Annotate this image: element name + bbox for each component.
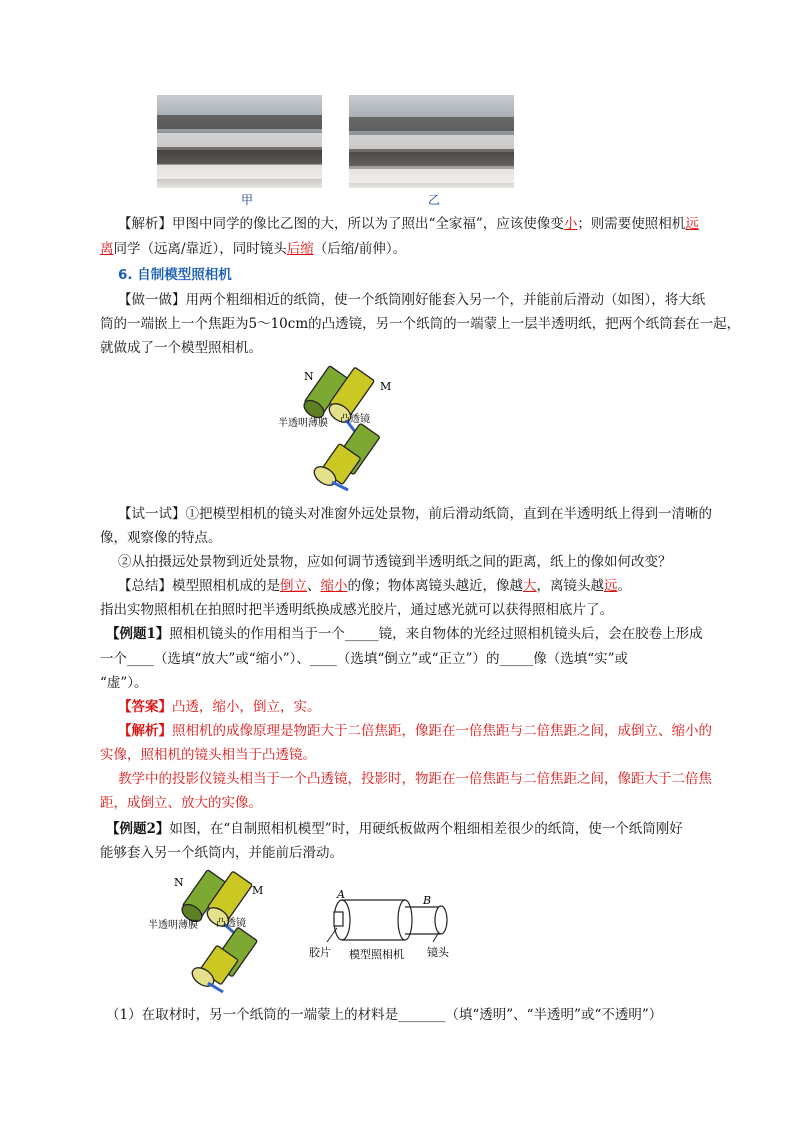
fig1-label-lens: 凸透镜	[340, 414, 370, 425]
fig2-label-lens: 凸透镜	[216, 918, 246, 929]
analysis1-answer-2a: 远	[685, 216, 699, 232]
zuoyizuo-line2: 筒的一端嵌上一个焦距为5～10cm的凸透镜，另一个纸筒的一端蒙上一层半透明纸，把两个纸筒套在一起，	[100, 316, 741, 332]
analysis-label: 【解析】	[118, 723, 172, 739]
fig2-label-film: 半透明薄膜	[148, 920, 198, 931]
analysis1-answer-1: 小	[563, 216, 578, 232]
diagram-label-b: B	[423, 894, 432, 907]
zongjie-answer-4: 远	[604, 578, 618, 594]
diagram-label-model: 模型照相机	[349, 948, 404, 961]
diagram-label-film: 胶片	[309, 946, 331, 959]
zongjie-text-3: ，离镜头越	[536, 578, 604, 594]
analysis1-text: 【解析】甲图中同学的像比乙图的大，所以为了照出“全家福”，应该使像变	[118, 216, 564, 232]
fig1-label-n: N	[304, 370, 314, 383]
fig2-label-n: N	[174, 876, 184, 889]
analysis1-line2	[100, 238, 406, 260]
shiyishi-line3: ②从拍摄远处景物到近处景物，应如何调节透镜到半透明纸之间的距离，纸上的像如何改变？	[118, 554, 672, 570]
fig2-label-m: M	[252, 884, 264, 897]
example2-line1	[106, 818, 683, 840]
zuoyizuo-line3: 就做成了一个模型照相机。	[100, 340, 262, 356]
example1-analysis-2: 实像，照相机的镜头相当于凸透镜。	[100, 747, 316, 763]
photo-caption-right: 乙	[428, 193, 441, 207]
analysis1-answer-2b: 离	[100, 241, 114, 257]
shiyishi-line2: 像，观察像的特点。	[100, 530, 222, 546]
zongjie-answer-1: 倒立	[280, 578, 307, 594]
example2-label: 【例题2】	[106, 821, 170, 837]
analysis1-text-2: ；则需要使照相机	[577, 216, 686, 232]
zongjie-sep: 、	[307, 578, 321, 594]
tube-combined	[311, 423, 380, 490]
photo-left	[157, 95, 322, 188]
example1-analysis-1	[118, 720, 712, 742]
example1-text: 照相机镜头的作用相当于一个_____镜，来自物体的光经过照相机镜头后，会在胶卷上形成	[169, 626, 703, 642]
answer-label: 【答案】	[118, 699, 172, 715]
zongjie-line	[118, 575, 631, 597]
zongjie-answer-2: 缩小	[320, 578, 348, 594]
zongjie-answer-3: 大	[523, 578, 537, 594]
model-camera-diagram	[305, 890, 465, 970]
fig1-label-film: 半透明薄膜	[278, 418, 328, 429]
example1-line2: 一个____（选填“放大”或“缩小”）、____（选填“倒立”或“正立”）的_____像（选填“实”或	[100, 651, 629, 667]
analysis1-answer-3: 后缩	[286, 241, 314, 257]
section-6-title: 6. 自制模型照相机	[118, 267, 232, 283]
camera-model-figure-2	[148, 864, 278, 994]
analysis1-line1	[118, 213, 699, 235]
example1-analysis-4: 距，成倒立、放大的实像。	[100, 795, 262, 811]
zongjie-text: 【总结】模型照相机成的是	[118, 578, 280, 594]
analysis-text-1: 照相机的成像原理是物距大于二倍焦距，像距在一倍焦距与二倍焦距之间，成倒立、缩小的	[172, 723, 712, 739]
zuoyizuo-line1: 【做一做】用两个粗细相近的纸筒，使一个纸筒刚好能套入另一个，并能前后滑动（如图），将大纸	[118, 292, 706, 308]
diagram-label-lens: 镜头	[427, 946, 449, 959]
example1-answer	[118, 696, 321, 718]
example1-line3: “虚”）。	[100, 675, 148, 691]
example1-analysis-3: 教学中的投影仪镜头相当于一个凸透镜，投影时，物距在一倍焦距与二倍焦距之间，像距大于二倍焦	[118, 771, 712, 787]
diagram-label-a: A	[337, 890, 345, 901]
example2-text: 如图，在“自制照相机模型”时，用硬纸板做两个粗细相差很少的纸筒，使一个纸筒刚好	[169, 821, 683, 837]
answer-text: 凸透，缩小，倒立，实。	[172, 699, 321, 715]
zhichu-line: 指出实物照相机在拍照时把半透明纸换成感光胶片，通过感光就可以获得照相底片了。	[100, 602, 613, 618]
example2-line2: 能够套入另一个纸筒内，并能前后滑动。	[100, 845, 343, 861]
photo-right	[349, 95, 514, 188]
camera-model-figure-1	[260, 358, 400, 493]
photo-caption-left: 甲	[241, 193, 254, 207]
analysis1-text-4: （后缩/前伸）。	[313, 241, 407, 257]
shiyishi-line1: 【试一试】①把模型相机的镜头对准窗外远处景物，前后滑动纸筒，直到在半透明纸上得到一清晰的	[118, 506, 712, 522]
question-1: （1）在取材时，另一个纸筒的一端蒙上的材料是_______（填“透明”、“半透明”或“不透明”）	[106, 1007, 663, 1023]
example1-line1	[106, 623, 703, 645]
zongjie-text-4: 。	[617, 578, 631, 594]
zongjie-text-2: 的像；物体离镜头越近，像越	[347, 578, 523, 594]
example1-label: 【例题1】	[106, 626, 170, 642]
analysis1-text-3: 同学（远离/靠近），同时镜头	[113, 241, 287, 257]
fig1-label-m: M	[380, 380, 392, 393]
